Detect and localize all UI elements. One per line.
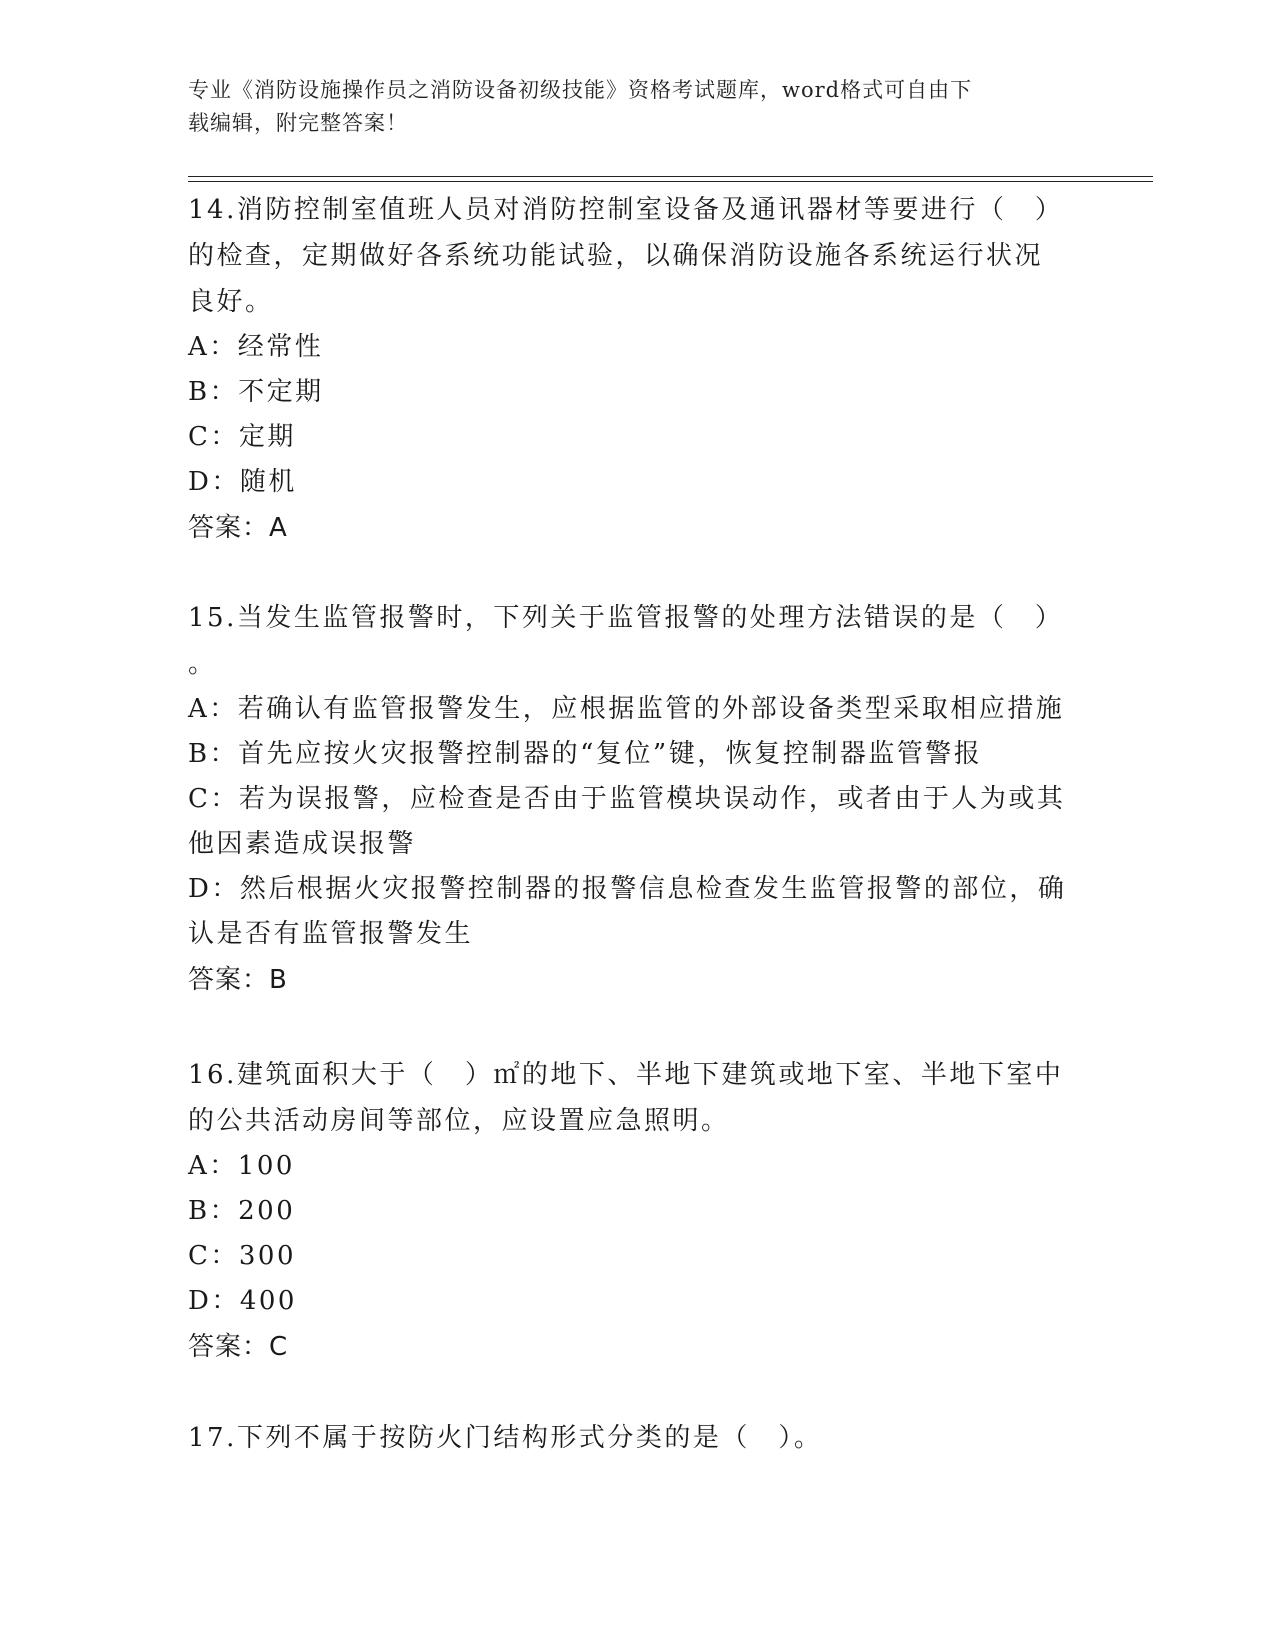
stem-line: 的公共活动房间等部位，应设置应急照明。: [188, 1106, 730, 1136]
option-c: [188, 777, 1068, 867]
question-17: [188, 1415, 1068, 1461]
header-line-1: 专业《消防设施操作员之消防设备初级技能》资格考试题库，word格式可自由下: [188, 78, 973, 102]
question-stem: [188, 1052, 1068, 1144]
option-b: B：200: [188, 1196, 296, 1226]
option-c: C：定期: [188, 422, 296, 452]
stem-line: 17.下列不属于按防火门结构形式分类的是（ ）。: [188, 1423, 823, 1453]
option-b: B：首先应按火灾报警控制器的“复位”键，恢复控制器监管警报: [188, 739, 983, 769]
option-d: D：400: [188, 1286, 297, 1316]
stem-line: 16.建筑面积大于（ ）㎡的地下、半地下建筑或地下室、半地下室中: [188, 1060, 1064, 1090]
header-line-2: 载编辑，附完整答案！: [188, 111, 408, 135]
question-14: [188, 187, 1068, 551]
option-line: 他因素造成误报警: [188, 829, 417, 859]
question-16: [188, 1052, 1068, 1370]
option-c: C：300: [188, 1241, 297, 1271]
question-stem: [188, 1415, 1068, 1461]
header-divider-top: [188, 176, 1153, 177]
answer-line: 答案：A: [188, 513, 288, 543]
answer-line: 答案：B: [188, 965, 288, 995]
option-line: D：然后根据火灾报警控制器的报警信息检查发生监管报警的部位，确: [188, 874, 1067, 904]
option-a: A：经常性: [188, 332, 324, 362]
stem-line: 14.消防控制室值班人员对消防控制室设备及通讯器材等要进行（ ）: [188, 195, 1064, 225]
option-a: A：若确认有监管报警发生，应根据监管的外部设备类型采取相应措施: [188, 694, 1065, 724]
question-stem: [188, 595, 1068, 687]
stem-line: 的检查，定期做好各系统功能试验，以确保消防设施各系统运行状况: [188, 241, 1044, 271]
option-line: 认是否有监管报警发生: [188, 919, 474, 949]
answer-line: 答案：C: [188, 1332, 289, 1362]
option-b: B：不定期: [188, 377, 324, 407]
option-line: C：若为误报警，应检查是否由于监管模块误动作，或者由于人为或其: [188, 784, 1066, 814]
question-15: [188, 595, 1068, 1003]
stem-line: 。: [188, 649, 217, 679]
option-d: D：随机: [188, 467, 297, 497]
stem-line: 15.当发生监管报警时，下列关于监管报警的处理方法错误的是（ ）: [188, 603, 1064, 633]
option-a: A：100: [188, 1151, 295, 1181]
document-header: [188, 74, 1068, 140]
header-divider-bottom: [188, 181, 1153, 182]
option-d: [188, 867, 1068, 957]
question-stem: [188, 187, 1068, 325]
stem-line: 良好。: [188, 287, 274, 317]
